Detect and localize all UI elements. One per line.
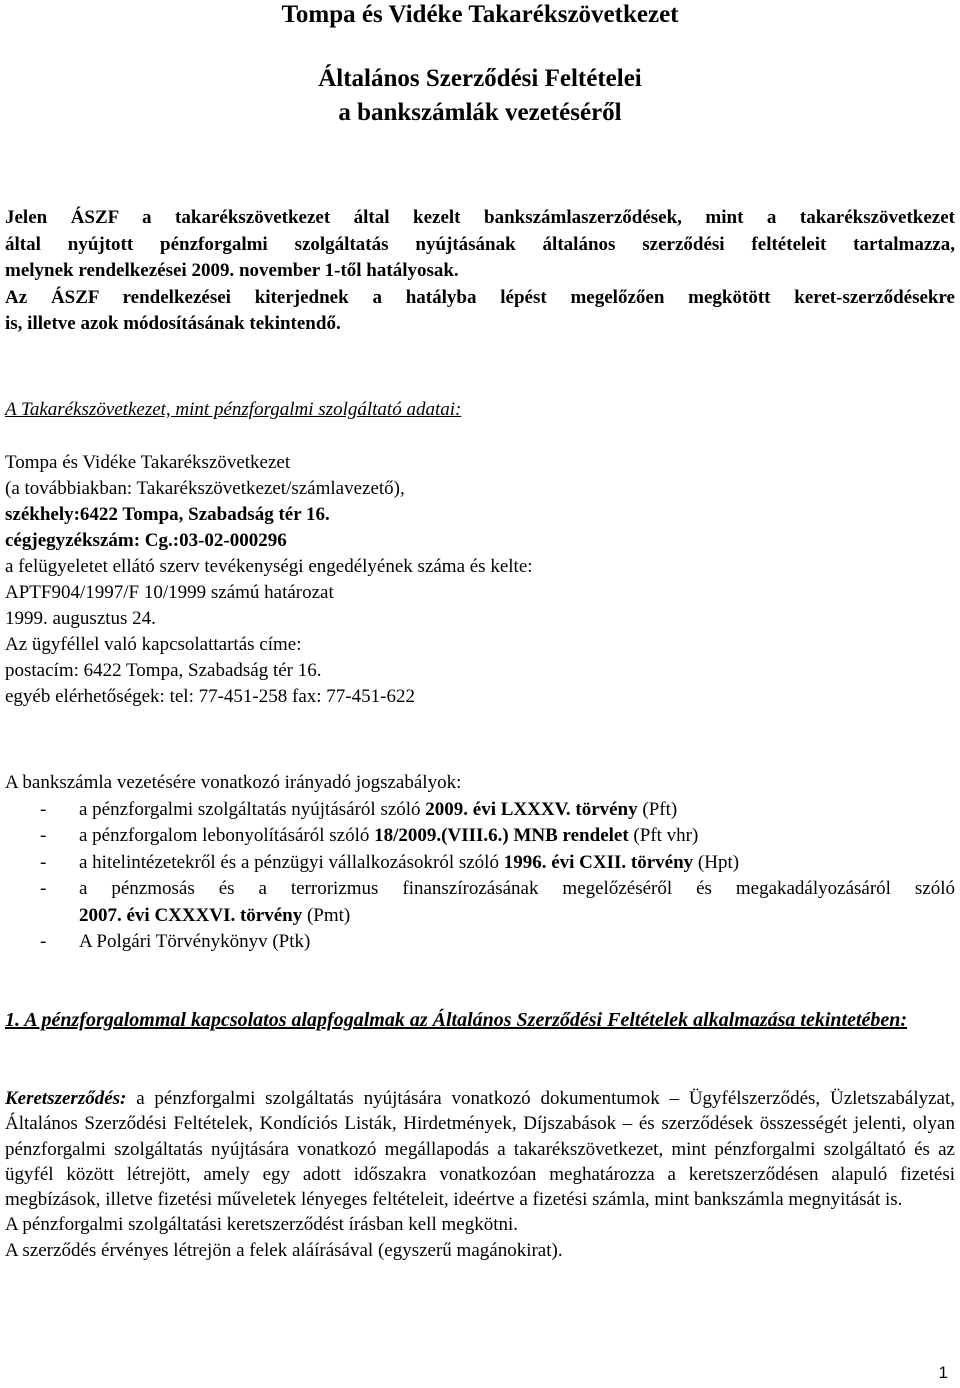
- law-abbrev: (Hpt): [693, 851, 740, 873]
- provider-details: [5, 450, 955, 710]
- law-item: [5, 929, 955, 956]
- list-dash: -: [40, 798, 47, 820]
- law-text: a hitelintézetekről és a pénzügyi vállalkozásokról szóló: [79, 851, 504, 873]
- law-abbrev: (Pft): [637, 798, 678, 820]
- postal-address: postacím: 6422 Tompa, Szabadság tér 16.: [5, 660, 322, 681]
- law-abbrev: (Pmt): [302, 904, 351, 926]
- provider-name: Tompa és Vidéke Takarékszövetkezet: [5, 452, 291, 473]
- laws-list: [5, 770, 955, 956]
- list-dash: -: [40, 825, 47, 846]
- registration-value: :03-02-000296: [172, 530, 287, 551]
- law-reference: 1996. évi CXII. törvény: [503, 851, 694, 873]
- intro-line: Az ÁSZF rendelkezései kiterjednek a hatályba lépést megelőzően megkötött keret-szerződésekre: [5, 286, 955, 308]
- other-contacts: egyéb elérhetőségek: tel: 77-451-258 fax: 77-451-622: [5, 686, 415, 707]
- registration-label: cégjegyzékszám: Cg.: [5, 530, 173, 551]
- law-text: a pénzforgalom lebonyolításáról szóló: [79, 825, 375, 846]
- license-label: a felügyeletet ellátó szerv tevékenységi engedélyének száma és kelte:: [5, 556, 533, 577]
- law-item: [5, 876, 955, 903]
- laws-heading: A bankszámla vezetésére vonatkozó irányadó jogszabályok:: [5, 772, 462, 793]
- law-item: [5, 823, 955, 850]
- license-number: APTF904/1997/F 10/1999 számú határozat: [5, 582, 334, 603]
- intro-paragraph: [5, 205, 955, 338]
- definitions: [5, 1086, 955, 1263]
- provider-heading: A Takarékszövetkezet, mint pénzforgalmi szolgáltató adatai:: [5, 399, 462, 420]
- provider-registration: [5, 528, 955, 554]
- org-title: Tompa és Vidéke Takarékszövetkezet: [281, 1, 679, 28]
- signature-requirement: A szerződés érvényes létrejön a felek aláírásával (egyszerű magánokirat).: [5, 1239, 563, 1261]
- law-text: a pénzmosás és a terrorizmus finanszírozásának megelőzéséről és megakadályozásáról szóló: [79, 878, 955, 899]
- law-item: [5, 850, 955, 877]
- list-dash: -: [40, 931, 47, 952]
- definition-text: a pénzforgalmi szolgáltatás nyújtására vonatkozó dokumentumok – Ügyfélszerződés, Üzletszabályzat, Általános Szerződési Feltételek, Kondíciós Listák, Hirdetmények, Díjszabások – és szerződések összességét jelenti, olyan pénzforgalmi szolgáltatás nyújtására vonatkozó megállapodás a takarékszövetkezet, mint pénzforgalmi szolgáltató és az ügyfél között létrejött, amely egy adott időszakra vonatkozóan meghatározza a keretszerződésen alapuló fizetési megbízások, illetve fizetési műveletek lényeges feltételeit, ideértve a fizetési számla, mint bankszámla megnyitását is.: [5, 1088, 955, 1211]
- law-reference: 18/2009.(VIII.6.) MNB rendelet: [374, 825, 629, 846]
- law-reference: 2009. évi LXXXV. törvény: [425, 798, 638, 820]
- intro-line: is, illetve azok módosításának tekintendő.: [5, 313, 341, 334]
- list-dash: -: [40, 851, 47, 873]
- provider-seat: székhely:6422 Tompa, Szabadság tér 16.: [5, 504, 330, 525]
- written-requirement: A pénzforgalmi szolgáltatási keretszerződést írásban kell megkötni.: [5, 1214, 519, 1236]
- provider-alias: (a továbbiakban: Takarékszövetkezet/számlavezető),: [5, 478, 405, 499]
- doc-title-line2: a bankszámlák vezetéséről: [338, 99, 622, 126]
- definition-keretszerzodes: [5, 1086, 955, 1212]
- law-text: a pénzforgalmi szolgáltatás nyújtásáról szóló: [79, 798, 426, 820]
- section-1-heading: 1. A pénzforgalommal kapcsolatos alapfogalmak az Általános Szerződési Feltételek alkalmazása tekintetében:: [5, 1009, 908, 1031]
- intro-line: által nyújtott pénzforgalmi szolgáltatás nyújtásának általános szerződési feltételeit tartalmazza,: [5, 233, 955, 255]
- license-date: 1999. augusztus 24.: [5, 608, 156, 629]
- intro-line: Jelen ÁSZF a takarékszövetkezet által kezelt bankszámlaszerződések, mint a takarékszövetkezet: [5, 207, 955, 228]
- defined-term: Keretszerződés:: [5, 1088, 127, 1109]
- law-reference: 2007. évi CXXXVI. törvény: [79, 904, 303, 926]
- doc-title-line1: Általános Szerződési Feltételei: [318, 65, 642, 92]
- law-item-continuation: [5, 903, 955, 930]
- law-item: [5, 797, 955, 824]
- law-abbrev: (Pft vhr): [628, 825, 699, 846]
- page-number: 1: [938, 1363, 948, 1382]
- intro-line: melynek rendelkezései 2009. november 1-től hatályosak.: [5, 260, 459, 281]
- list-dash: -: [40, 878, 47, 899]
- contact-label: Az ügyféllel való kapcsolattartás címe:: [5, 634, 302, 655]
- law-text: A Polgári Törvénykönyv (Ptk): [79, 931, 311, 952]
